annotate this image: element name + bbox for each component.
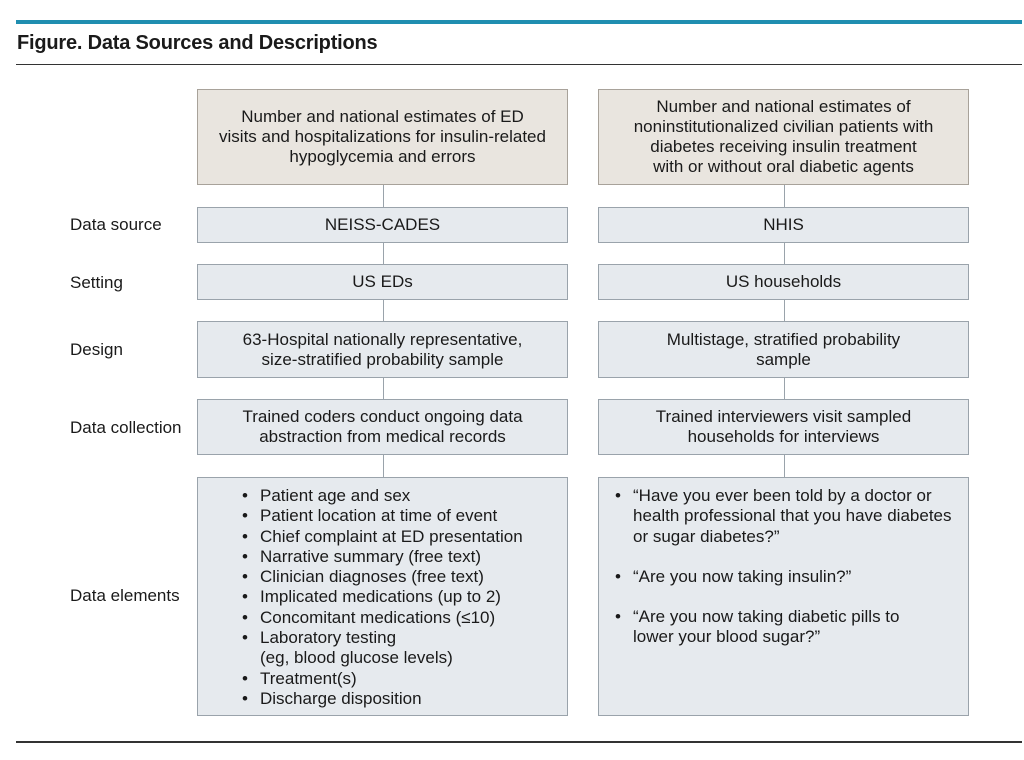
right-data-elements-list	[615, 486, 960, 648]
right-data-source-box	[598, 207, 969, 243]
list-item: • “Have you ever been told by a doctor or health professional that you have diabetes or sugar diabetes?”	[615, 486, 960, 547]
right-data-source-text: NHIS	[763, 215, 804, 234]
left-data-collection-text: Trained coders conduct ongoing data abstraction from medical records	[242, 407, 523, 446]
list-item: • Patient location at time of event	[242, 506, 559, 526]
connector-left-collection-elements	[383, 454, 384, 478]
list-item: • “Are you now taking diabetic pills to lower your blood sugar?”	[615, 607, 960, 648]
right-data-elements-box	[598, 477, 969, 716]
list-item: • Discharge disposition	[242, 689, 559, 709]
connector-left-header-source	[383, 184, 384, 208]
left-header-text: Number and national estimates of ED visits and hospitalizations for insulin-related hypoglycemia and errors	[219, 107, 546, 166]
connector-right-header-source	[784, 184, 785, 208]
row-label-data-elements: Data elements	[70, 586, 180, 605]
list-item: • Clinician diagnoses (free text)	[242, 567, 559, 587]
list-item: • Patient age and sex	[242, 486, 559, 506]
list-item: • Concomitant medications (≤10)	[242, 608, 559, 628]
connector-right-setting-design	[784, 299, 785, 322]
list-item: • Implicated medications (up to 2)	[242, 587, 559, 607]
left-design-text: 63-Hospital nationally representative, size-stratified probability sample	[242, 329, 523, 369]
row-label-setting: Setting	[70, 273, 123, 292]
left-data-elements-box	[197, 477, 568, 716]
list-item: • Treatment(s)	[242, 669, 559, 689]
left-header-box	[197, 89, 568, 185]
left-data-collection-box	[197, 399, 568, 455]
right-data-collection-box	[598, 399, 969, 455]
left-setting-box	[197, 264, 568, 300]
row-label-design: Design	[70, 340, 123, 359]
bottom-divider	[16, 741, 1022, 743]
right-setting-text: US households	[725, 272, 842, 291]
list-item: • Laboratory testing (eg, blood glucose levels)	[242, 628, 559, 669]
connector-right-source-setting	[784, 242, 785, 265]
row-label-data-source: Data source	[70, 215, 162, 234]
connector-right-design-collection	[784, 377, 785, 400]
list-item: • Narrative summary (free text)	[242, 547, 559, 567]
connector-left-source-setting	[383, 242, 384, 265]
left-setting-text: US EDs	[352, 272, 413, 291]
right-design-text: Multistage, stratified probability sample	[666, 329, 901, 369]
list-item: • Chief complaint at ED presentation	[242, 527, 559, 547]
connector-left-design-collection	[383, 377, 384, 400]
left-data-source-box	[197, 207, 568, 243]
right-header-box	[598, 89, 969, 185]
row-label-data-collection: Data collection	[70, 418, 182, 437]
left-design-box	[197, 321, 568, 378]
left-data-elements-list	[242, 486, 559, 709]
top-accent-bar	[16, 20, 1022, 24]
connector-right-collection-elements	[784, 454, 785, 478]
right-header-text: Number and national estimates of noninstitutionalized civilian patients with diabetes receiving insulin treatment with or without oral diabetic agents	[633, 97, 934, 176]
figure-title: Figure. Data Sources and Descriptions	[17, 32, 378, 54]
connector-left-setting-design	[383, 299, 384, 322]
title-divider	[16, 64, 1022, 65]
right-setting-box	[598, 264, 969, 300]
list-item: • “Are you now taking insulin?”	[615, 567, 960, 587]
left-data-source-text: NEISS-CADES	[324, 215, 441, 234]
right-data-collection-text: Trained interviewers visit sampled households for interviews	[655, 407, 912, 446]
right-design-box	[598, 321, 969, 378]
